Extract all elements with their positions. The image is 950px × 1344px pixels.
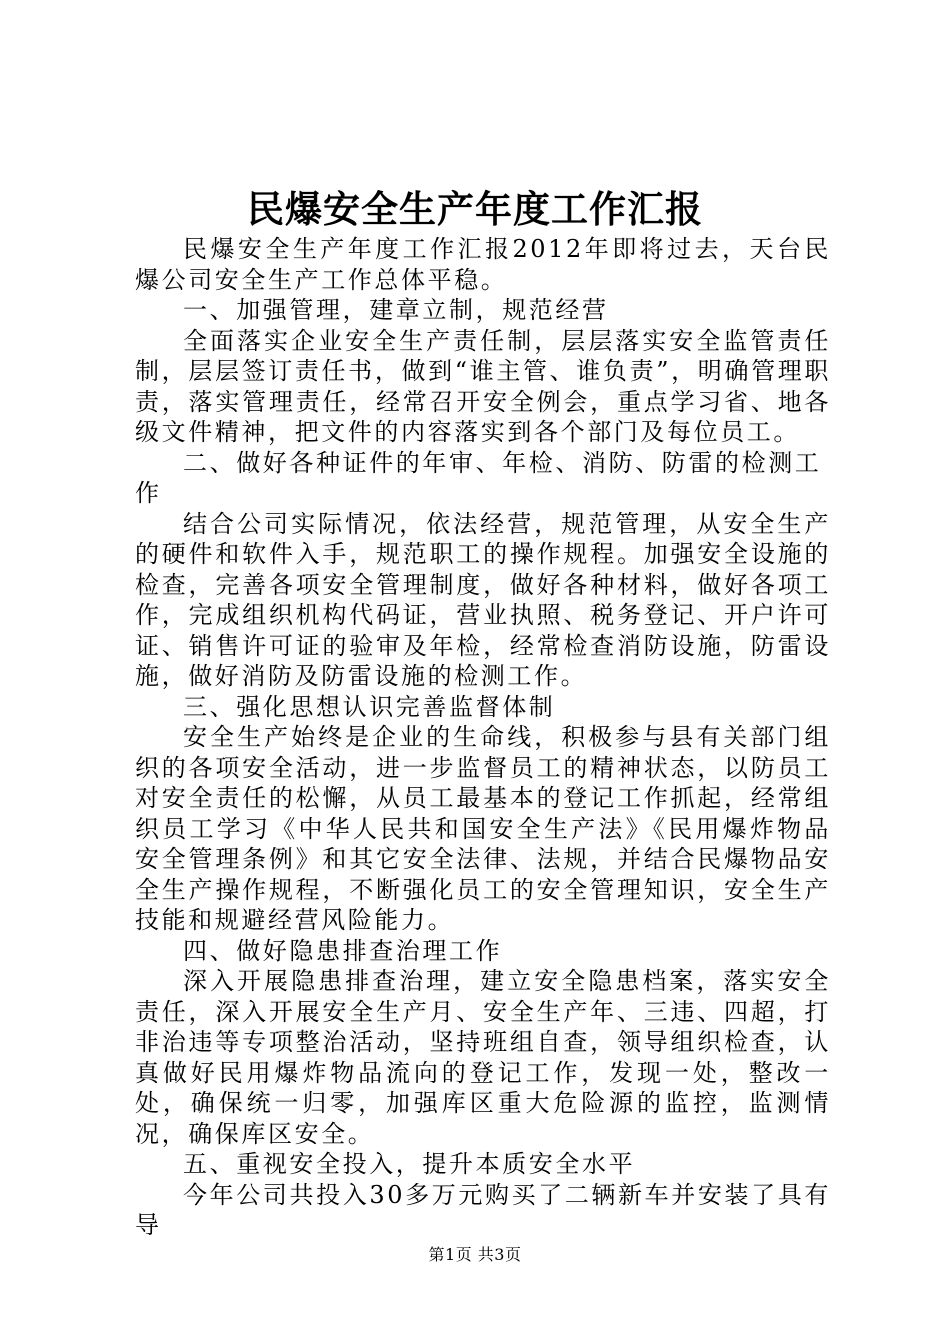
paragraph-intro: 民爆安全生产年度工作汇报2012年即将过去，天台民爆公司安全生产工作总体平稳。 bbox=[135, 235, 831, 294]
paragraph-section-3: 安全生产始终是企业的生命线，积极参与县有关部门组织的各项安全活动，进一步监督员工的精神状态，以防员工对安全责任的松懈，从员工最基本的登记工作抓起，经常组织员工学习《中华人民共和国安全生产法》《民用爆炸物品安全管理条例》和其它安全法律、法规，并结合民爆物品安全生产操作规程，不断强化员工的安全管理知识，安全生产技能和规避经营风险能力。 bbox=[135, 723, 831, 934]
paragraph-section-1: 全面落实企业安全生产责任制，层层落实安全监管责任制，层层签订责任书，做到“谁主管、谁负责”，明确管理职责，落实管理责任，经常召开安全例会，重点学习省、地各级文件精神，把文件的内容落实到各个部门及每位员工。 bbox=[135, 326, 831, 446]
section-heading-2: 二、做好各种证件的年审、年检、消防、防雷的检测工作 bbox=[135, 448, 822, 507]
paragraph-section-5: 今年公司共投入30多万元购买了二辆新车并安装了具有导 bbox=[135, 1180, 831, 1239]
document-body bbox=[135, 234, 831, 1241]
section-heading-4: 四、做好隐患排查治理工作 bbox=[183, 936, 503, 965]
paragraph-section-2: 结合公司实际情况，依法经营，规范管理，从安全生产的硬件和软件入手，规范职工的操作规程。加强安全设施的检查，完善各项安全管理制度，做好各种材料，做好各项工作，完成组织机构代码证，营业执照、税务登记、开户许可证、销售许可证的验审及年检，经常检查消防设施，防雷设施，做好消防及防雷设施的检测工作。 bbox=[135, 509, 831, 690]
paragraph-section-4: 深入开展隐患排查治理，建立安全隐患档案，落实安全责任，深入开展安全生产月、安全生产年、三违、四超，打非治违等专项整治活动，坚持班组自查，领导组织检查，认真做好民用爆炸物品流向的登记工作，发现一处，整改一处，确保统一归零，加强库区重大危险源的监控，监测情况，确保库区安全。 bbox=[135, 967, 831, 1148]
document-title: 民爆安全生产年度工作汇报 bbox=[247, 187, 703, 231]
page-number-footer: 第1页 共3页 bbox=[428, 1245, 522, 1264]
section-heading-1: 一、加强管理，建章立制，规范经营 bbox=[183, 296, 609, 324]
section-heading-3: 三、强化思想认识完善监督体制 bbox=[183, 692, 556, 721]
section-heading-5: 五、重视安全投入，提升本质安全水平 bbox=[183, 1150, 636, 1178]
